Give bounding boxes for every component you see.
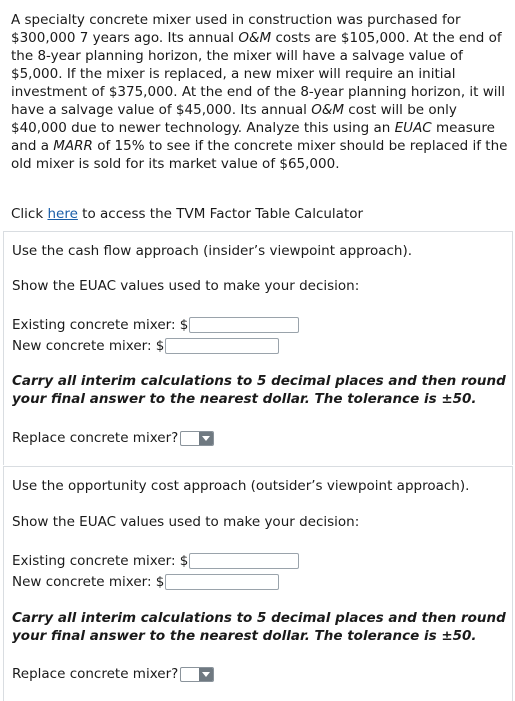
opportunity-cost-approach-section [3,466,513,701]
replace-decision-label: Replace concrete mixer? [12,666,179,682]
existing-mixer-row [12,316,299,334]
existing-mixer-label: Existing concrete mixer: $ [12,317,189,333]
rounding-note: Carry all interim calculations to 5 decimal places and then round your final answer to the nearest dollar. The tolerance is ±50. [12,610,506,644]
replace-decision-label: Replace concrete mixer? [12,430,179,446]
show-euac-instruction: Show the EUAC values used to make your decision: [12,514,360,530]
cash-flow-approach-section [3,231,513,465]
chevron-down-icon [199,432,213,445]
approach-instruction: Use the cash flow approach (insider’s viewpoint approach). [12,243,413,259]
new-mixer-label: New concrete mixer: $ [12,338,165,354]
rounding-note: Carry all interim calculations to 5 decimal places and then round your final answer to the nearest dollar. The tolerance is ±50. [12,373,506,407]
replace-decision-row [12,429,214,447]
new-mixer-euac-input[interactable] [165,338,279,354]
replace-decision-dropdown[interactable] [180,431,214,446]
existing-mixer-label: Existing concrete mixer: $ [12,553,189,569]
replace-decision-dropdown[interactable] [180,667,214,682]
chevron-down-icon [199,668,213,681]
existing-mixer-euac-input[interactable] [189,317,299,333]
problem-statement: A specialty concrete mixer used in construction was purchased for $300,000 7 years ago. Its annual O&M costs are $105,000. At the end of the 8-year planning horizon, the mixer will have a salvage value of $5,000. If the mixer is replaced, a new mixer will require an initial investment of $375,000. At the end of the 8-year planning horizon, it will have a salvage value of $45,000. Its annual O&M cost will be only $40,000 due to newer technology. Analyze this using an EUAC measure and a MARR of 15% to see if the concrete mixer should be replaced if the old mixer is sold for its market value of $65,000. [11,12,508,172]
new-mixer-row [12,573,279,591]
tvm-calculator-line: Click here to access the TVM Factor Table Calculator [11,206,364,222]
existing-mixer-row [12,552,299,570]
new-mixer-label: New concrete mixer: $ [12,574,165,590]
approach-instruction: Use the opportunity cost approach (outsider’s viewpoint approach). [12,478,470,494]
new-mixer-euac-input[interactable] [165,574,279,590]
existing-mixer-euac-input[interactable] [189,553,299,569]
new-mixer-row [12,337,279,355]
show-euac-instruction: Show the EUAC values used to make your decision: [12,278,360,294]
tvm-calculator-link[interactable]: here [47,206,78,222]
replace-decision-row [12,665,214,683]
